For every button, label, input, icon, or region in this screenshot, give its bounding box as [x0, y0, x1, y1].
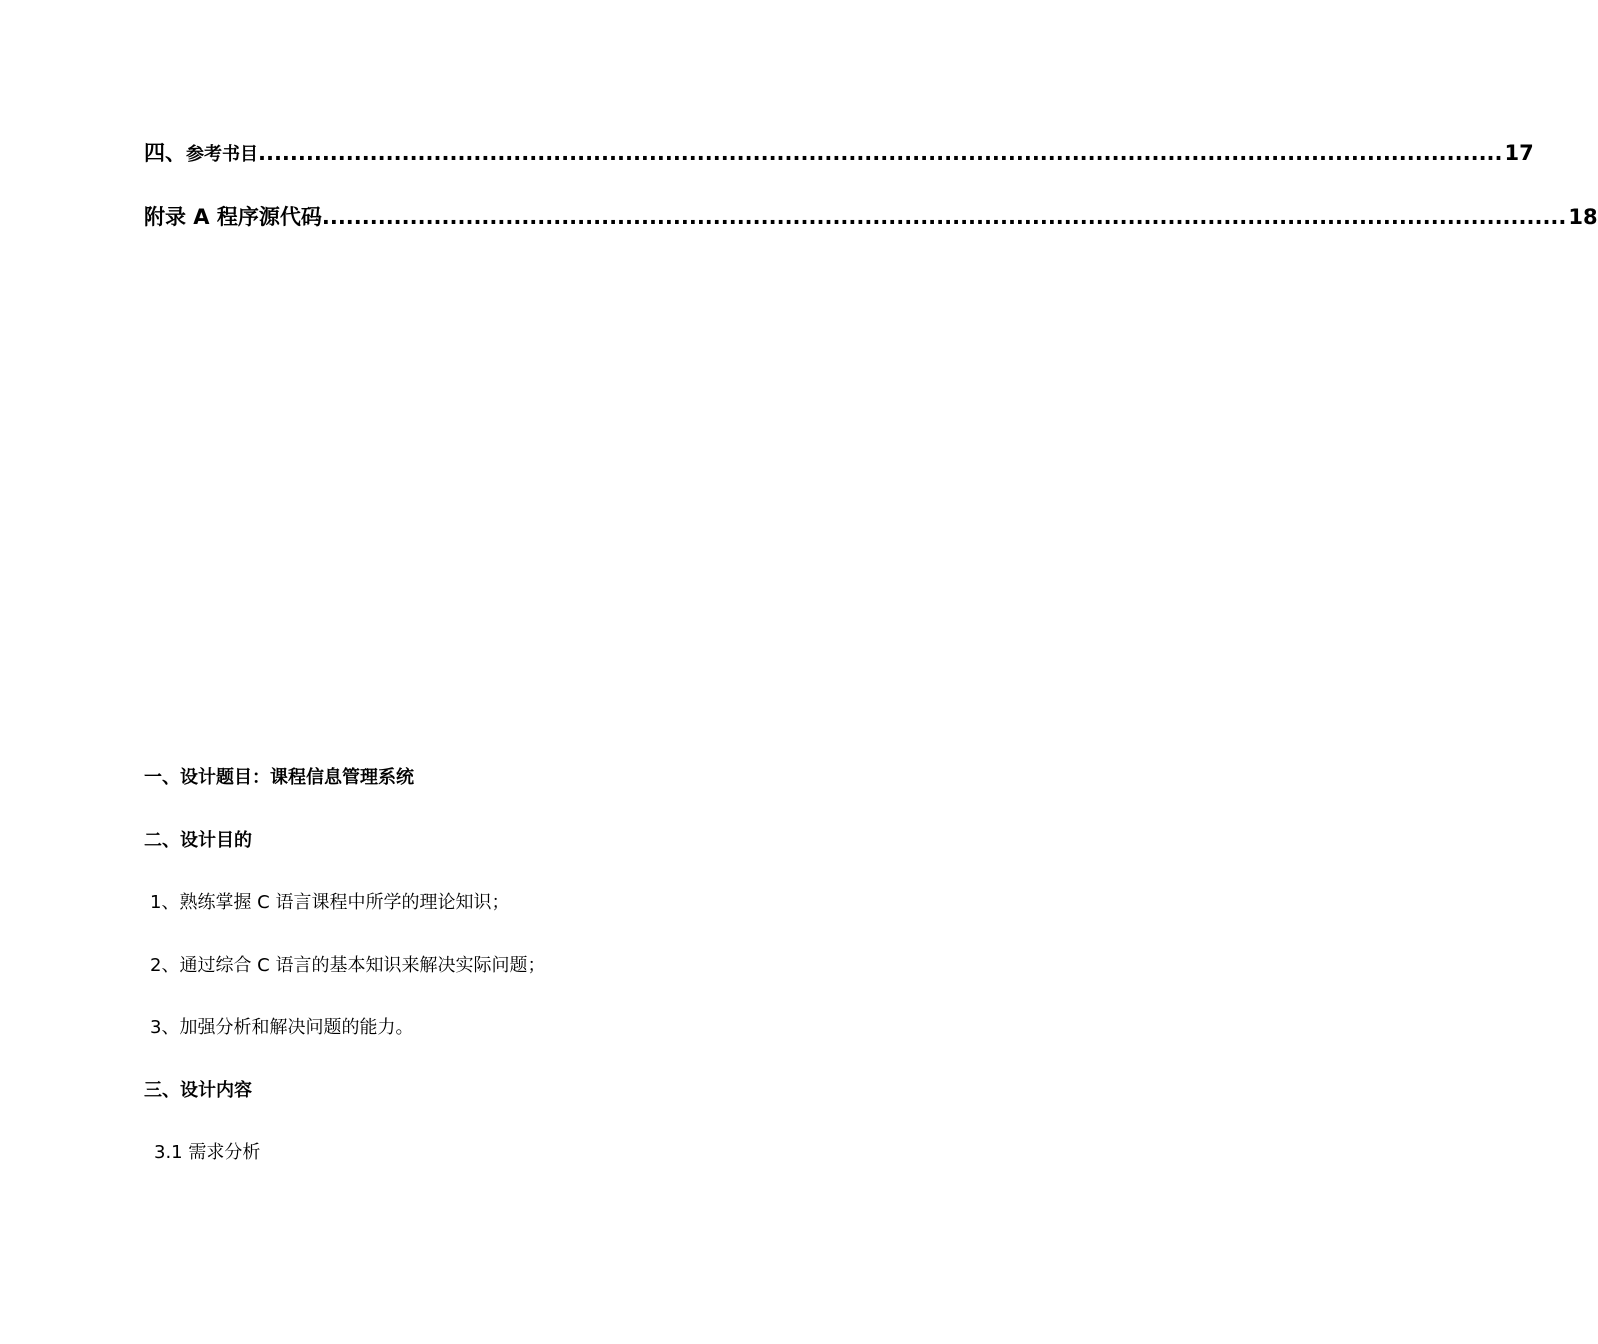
section-heading-design-content: 三、设计内容: [144, 1080, 252, 1101]
section-heading-design-topic: 一、设计题目：课程信息管理系统: [144, 767, 414, 788]
goal-item: 1、熟练掌握 C 语言课程中所学的理论知识；: [150, 892, 510, 913]
toc-entry-title: 附录 A 程序源代码: [144, 205, 322, 229]
toc-page-number: 18: [1568, 205, 1598, 229]
section-heading-design-purpose: 二、设计目的: [144, 830, 252, 851]
toc-entry-title: 四、参考书目: [144, 141, 258, 165]
toc-page-number: 17: [1504, 141, 1534, 165]
toc-entry-references[interactable]: [144, 137, 1534, 167]
goal-item: 3、加强分析和解决问题的能力。: [150, 1017, 414, 1038]
toc-dot-leader: ............................................................................................................................................................: [258, 141, 1503, 165]
subsection-heading-requirements: 3.1 需求分析: [154, 1142, 261, 1163]
goal-item: 2、通过综合 C 语言的基本知识来解决实际问题；: [150, 955, 546, 976]
toc-dot-leader: ............................................................................................................................................................: [321, 205, 1567, 229]
toc-entry-appendix[interactable]: [144, 201, 1598, 231]
